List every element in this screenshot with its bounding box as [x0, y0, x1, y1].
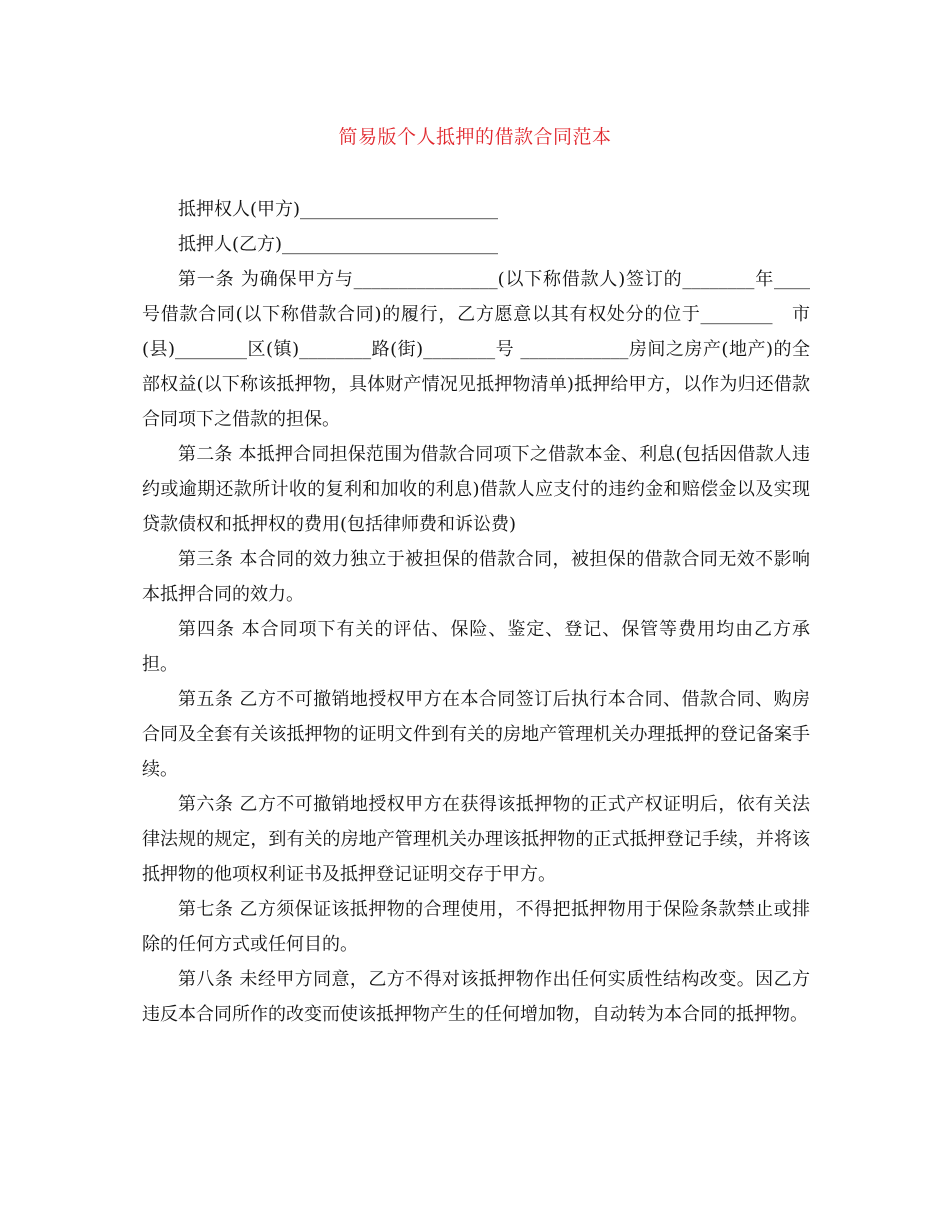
clause-mortgagee: 抵押权人(甲方)______________________ [178, 199, 499, 220]
clause-article-8: 第八条 未经甲方同意，乙方不得对该抵押物作出任何实质性结构改变。因乙方违反本合同所作的改变而使该抵押物产生的任何增加物，自动转为本合同的抵押物。 [142, 969, 810, 1025]
clause-article-6: 第六条 乙方不可撤销地授权甲方在获得该抵押物的正式产权证明后，依有关法律法规的规定，到有关的房地产管理机关办理该抵押物的正式抵押登记手续，并将该抵押物的他项权利证书及抵押登记证明交存于甲方。 [142, 794, 810, 885]
clause-article-1: 第一条 为确保甲方与________________(以下称借款人)签订的________年____ 号借款合同(以下称借款合同)的履行，乙方愿意以其有权处分的位于________ 市(县)________区(镇)________路(街)________号 ____________房间之房产(地产)的全部权益(以下称该抵押物，具体财产情况见抵押物清单)抵押给甲方，以作为归还借款合同项下之借款的担保。 [142, 269, 828, 430]
clause-article-7: 第七条 乙方须保证该抵押物的合理使用，不得把抵押物用于保险条款禁止或排除的任何方式或任何目的。 [142, 899, 810, 955]
clause-article-5: 第五条 乙方不可撤销地授权甲方在本合同签订后执行本合同、借款合同、购房合同及全套有关该抵押物的证明文件到有关的房地产管理机关办理抵押的登记备案手续。 [142, 689, 810, 780]
clause-mortgagor: 抵押人(乙方)________________________ [178, 234, 499, 255]
clause-article-3: 第三条 本合同的效力独立于被担保的借款合同，被担保的借款合同无效不影响本抵押合同的效力。 [142, 549, 810, 605]
clause-article-4: 第四条 本合同项下有关的评估、保险、鉴定、登记、保管等费用均由乙方承担。 [142, 619, 810, 675]
clause-article-2: 第二条 本抵押合同担保范围为借款合同项下之借款本金、利息(包括因借款人违约或逾期还款所计收的复利和加收的利息)借款人应支付的违约金和赔偿金以及实现贷款债权和抵押权的费用(包括律师费和诉讼费) [142, 444, 810, 535]
document-title: 简易版个人抵押的借款合同范本 [338, 126, 612, 148]
document-body [142, 192, 828, 1032]
